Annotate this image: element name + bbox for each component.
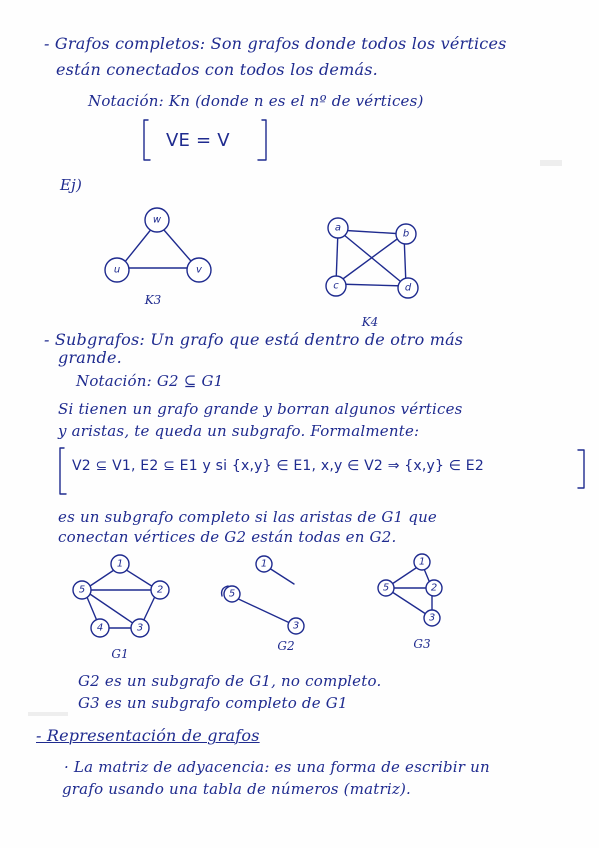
complete-graphs-notation: Notación: Kn (donde n es el nº de vértices) xyxy=(88,92,424,110)
svg-text:5: 5 xyxy=(78,584,86,596)
subgraphs-explanation-1: Si tienen un grafo grande y borran algunos vértices xyxy=(58,400,463,418)
graph-k3-node-w xyxy=(145,208,169,232)
graph-g3-node-1 xyxy=(414,554,430,570)
graph-g3-node-5 xyxy=(378,580,394,596)
graph-g2 xyxy=(218,552,328,657)
g2-conclusion: G2 es un subgrafo de G1, no completo. xyxy=(78,672,382,690)
graph-g1-label: G1 xyxy=(111,647,129,661)
graph-g1-edges xyxy=(84,566,158,628)
graph-k3-label: K3 xyxy=(144,293,162,307)
scan-smudge xyxy=(540,160,562,166)
graph-g3-node-3 xyxy=(424,610,440,626)
complete-graphs-heading: - Grafos completos: Son grafos donde todos los vértices xyxy=(44,34,507,53)
scan-smudge xyxy=(28,712,68,716)
svg-text:1: 1 xyxy=(418,556,426,568)
svg-text:2: 2 xyxy=(156,584,164,596)
adjacency-matrix-def-1: · La matriz de adyacencia: es una forma de escribir un xyxy=(64,758,490,776)
graph-k4-edges xyxy=(336,230,406,286)
svg-text:w: w xyxy=(152,214,162,226)
complete-graphs-definition: están conectados con todos los demás. xyxy=(56,60,378,79)
graph-g3-label: G3 xyxy=(413,637,431,651)
svg-text:3: 3 xyxy=(292,620,300,632)
svg-text:d: d xyxy=(404,282,412,294)
graph-k4-node-c xyxy=(326,276,346,296)
graph-k4-node-d xyxy=(398,278,418,298)
graph-g2-node-3 xyxy=(288,618,304,634)
svg-text:5: 5 xyxy=(382,582,390,594)
graph-g1-node-4 xyxy=(91,619,109,637)
svg-text:v: v xyxy=(196,264,202,276)
graph-k4 xyxy=(318,212,428,332)
graph-g1-node-1 xyxy=(111,555,129,573)
complete-subgraph-def-2: conectan vértices de G2 están todas en G2. xyxy=(58,528,397,546)
complete-subgraph-def-1: es un subgrafo completo si las aristas de G1 que xyxy=(58,508,438,526)
subgraphs-heading: - Subgrafos: Un grafo que está dentro de otro más xyxy=(44,330,464,349)
graph-g1 xyxy=(72,552,182,667)
graph-k3-node-v xyxy=(187,258,211,282)
svg-text:2: 2 xyxy=(430,582,438,594)
graph-g2-node-5 xyxy=(224,586,240,602)
svg-text:1: 1 xyxy=(116,558,124,570)
graph-g2-label: G2 xyxy=(277,639,295,653)
graph-g1-node-3 xyxy=(131,619,149,637)
g3-conclusion: G3 es un subgrafo completo de G1 xyxy=(78,694,348,712)
svg-text:a: a xyxy=(334,222,342,234)
graph-g1-node-5 xyxy=(73,581,91,599)
subgraphs-heading-cont: grande. xyxy=(58,348,122,367)
svg-text:u: u xyxy=(113,264,121,276)
subgraphs-explanation-2: y aristas, te queda un subgrafo. Formalmente: xyxy=(58,422,420,440)
graph-g3-node-2 xyxy=(426,580,442,596)
graph-g2-node-1 xyxy=(256,556,272,572)
graph-g1-node-2 xyxy=(151,581,169,599)
graph-k4-label: K4 xyxy=(361,315,379,329)
graph-k4-node-a xyxy=(328,218,348,238)
svg-text:b: b xyxy=(402,228,410,240)
svg-text:4: 4 xyxy=(96,622,104,634)
svg-text:3: 3 xyxy=(136,622,144,634)
example-label: Ej) xyxy=(60,176,83,194)
adjacency-matrix-def-2: grafo usando una tabla de números (matriz). xyxy=(62,780,412,798)
svg-text:1: 1 xyxy=(260,558,268,570)
graph-k3-node-u xyxy=(105,258,129,282)
graph-g3 xyxy=(372,552,472,657)
subgraphs-notation: Notación: G2 ⊆ G1 xyxy=(76,372,224,390)
svg-text:3: 3 xyxy=(428,612,436,624)
subgraph-formula: V2 ⊆ V1, E2 ⊆ E1 y si {x,y} ∈ E1, x,y ∈ V2 ⇒ {x,y} ∈ E2 xyxy=(72,458,484,474)
graph-k4-node-b xyxy=(396,224,416,244)
svg-text:5: 5 xyxy=(228,588,236,600)
svg-text:c: c xyxy=(333,280,339,292)
graph-k3 xyxy=(95,200,225,310)
representation-heading: - Representación de grafos xyxy=(36,726,260,745)
complete-formula: VE = V xyxy=(166,130,230,151)
